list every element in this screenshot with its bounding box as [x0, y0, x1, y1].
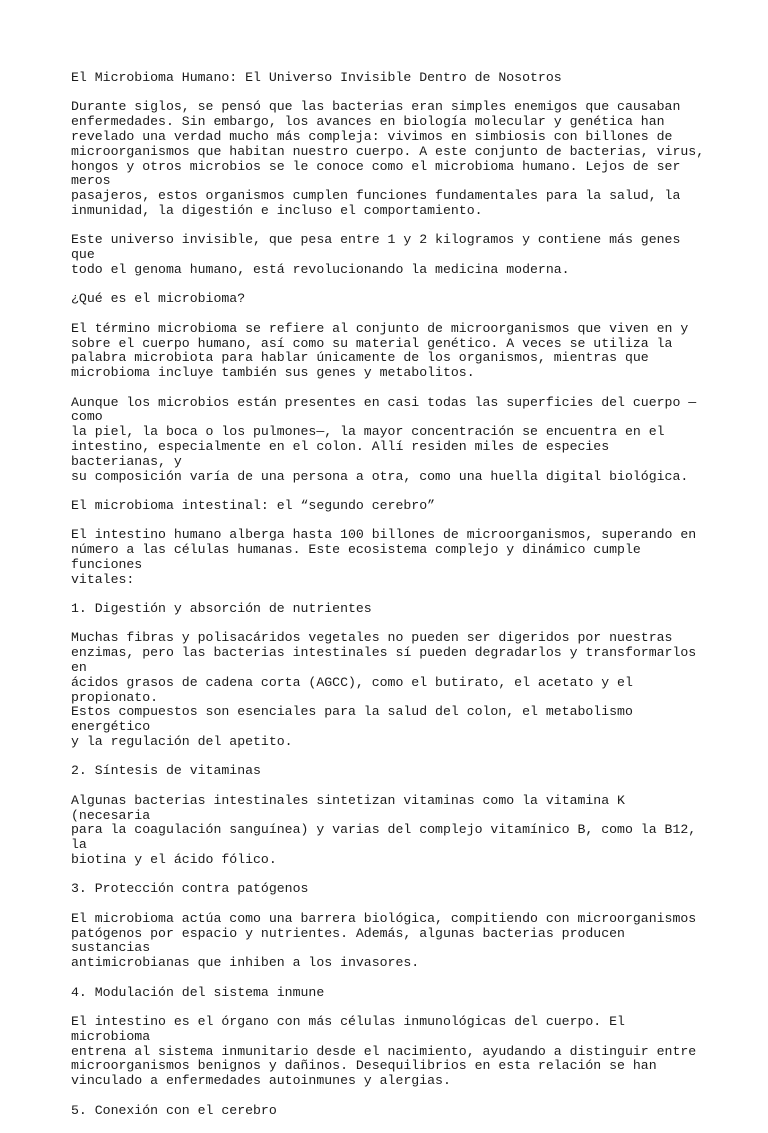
intro-paragraph-1: Durante siglos, se pensó que las bacterias eran simples enemigos que causaban enfermedades. Sin embargo, los avances en biología molecular y genética han revelado una verdad mucho más compleja: vivimos en simbiosis con billones de microorganismos que habitan nuestro cuerpo. A este conjunto de bacterias, virus, hongos y otros microbios se le conoce como el microbioma humano. Lejos de ser meros pasajeros, estos organismos cumplen funciones fundamentales para la salud, la inmunidad, la digestión e incluso el comportamiento. — [71, 99, 705, 218]
subheading-brain: 5. Conexión con el cerebro — [71, 1102, 277, 1118]
subheading-digestion: 1. Digestión y absorción de nutrientes — [71, 601, 372, 617]
immune-paragraph: El intestino es el órgano con más células inmunológicas del cuerpo. El microbioma entrena al sistema inmunitario desde el nacimiento, ayudando a distinguir entre microorganismos benignos y dañinos. Desequilibrios en esta relación se han vinculado a enfermedades autoinmunes y alergias. — [71, 1013, 697, 1089]
section-heading-gut: El microbioma intestinal: el “segundo cerebro” — [71, 497, 436, 513]
what-is-paragraph-2: Aunque los microbios están presentes en casi todas las superficies del cuerpo —como la piel, la boca o los pulmones—, la mayor concentración se encuentra en el intestino, especialmente en el colon. Allí residen miles de especies bacterianas, y su composición varía de una persona a otra, como una huella digital biológica. — [71, 394, 697, 484]
subheading-pathogens: 3. Protección contra patógenos — [71, 881, 309, 897]
subheading-immune: 4. Modulación del sistema inmune — [71, 984, 325, 1000]
vitamins-paragraph: Algunas bacterias intestinales sintetizan vitaminas como la vitamina K (necesaria para la coagulación sanguínea) y varias del complejo vitamínico B, como la B12, la biotina y el ácido fólico. — [71, 792, 697, 867]
document-page — [71, 71, 711, 1133]
what-is-paragraph-1: El término microbioma se refiere al conjunto de microorganismos que viven en y sobre el cuerpo humano, así como su material genético. A veces se utiliza la palabra microbiota para hablar únicamente de los organismos, mientras que microbioma incluye también sus genes y metabolitos. — [71, 320, 689, 381]
subheading-vitamins: 2. Síntesis de vitaminas — [71, 763, 261, 779]
section-heading-what-is: ¿Qué es el microbioma? — [71, 291, 246, 307]
gut-paragraph-1: El intestino humano alberga hasta 100 billones de microorganismos, superando en número a las células humanas. Este ecosistema complejo y dinámico cumple funciones vitales: — [71, 527, 697, 587]
pathogens-paragraph: El microbioma actúa como una barrera biológica, compitiendo con microorganismos patógenos por espacio y nutrientes. Además, algunas bacterias producen sustancias antimicrobianas que inhiben a los invasores. — [71, 910, 697, 971]
digestion-paragraph: Muchas fibras y polisacáridos vegetales no pueden ser digeridos por nuestras enzimas, pero las bacterias intestinales sí pueden degradarlos y transformarlos en ácidos grasos de cadena corta (AGCC), como el butirato, el acetato y el propionato. Estos compuestos son esenciales para la salud del colon, el metabolismo energético y la regulación del apetito. — [71, 630, 697, 750]
intro-paragraph-2: Este universo invisible, que pesa entre 1 y 2 kilogramos y contiene más genes que todo el genoma humano, está revolucionando la medicina moderna. — [71, 232, 681, 277]
document-title: El Microbioma Humano: El Universo Invisible Dentro de Nosotros — [71, 70, 562, 85]
